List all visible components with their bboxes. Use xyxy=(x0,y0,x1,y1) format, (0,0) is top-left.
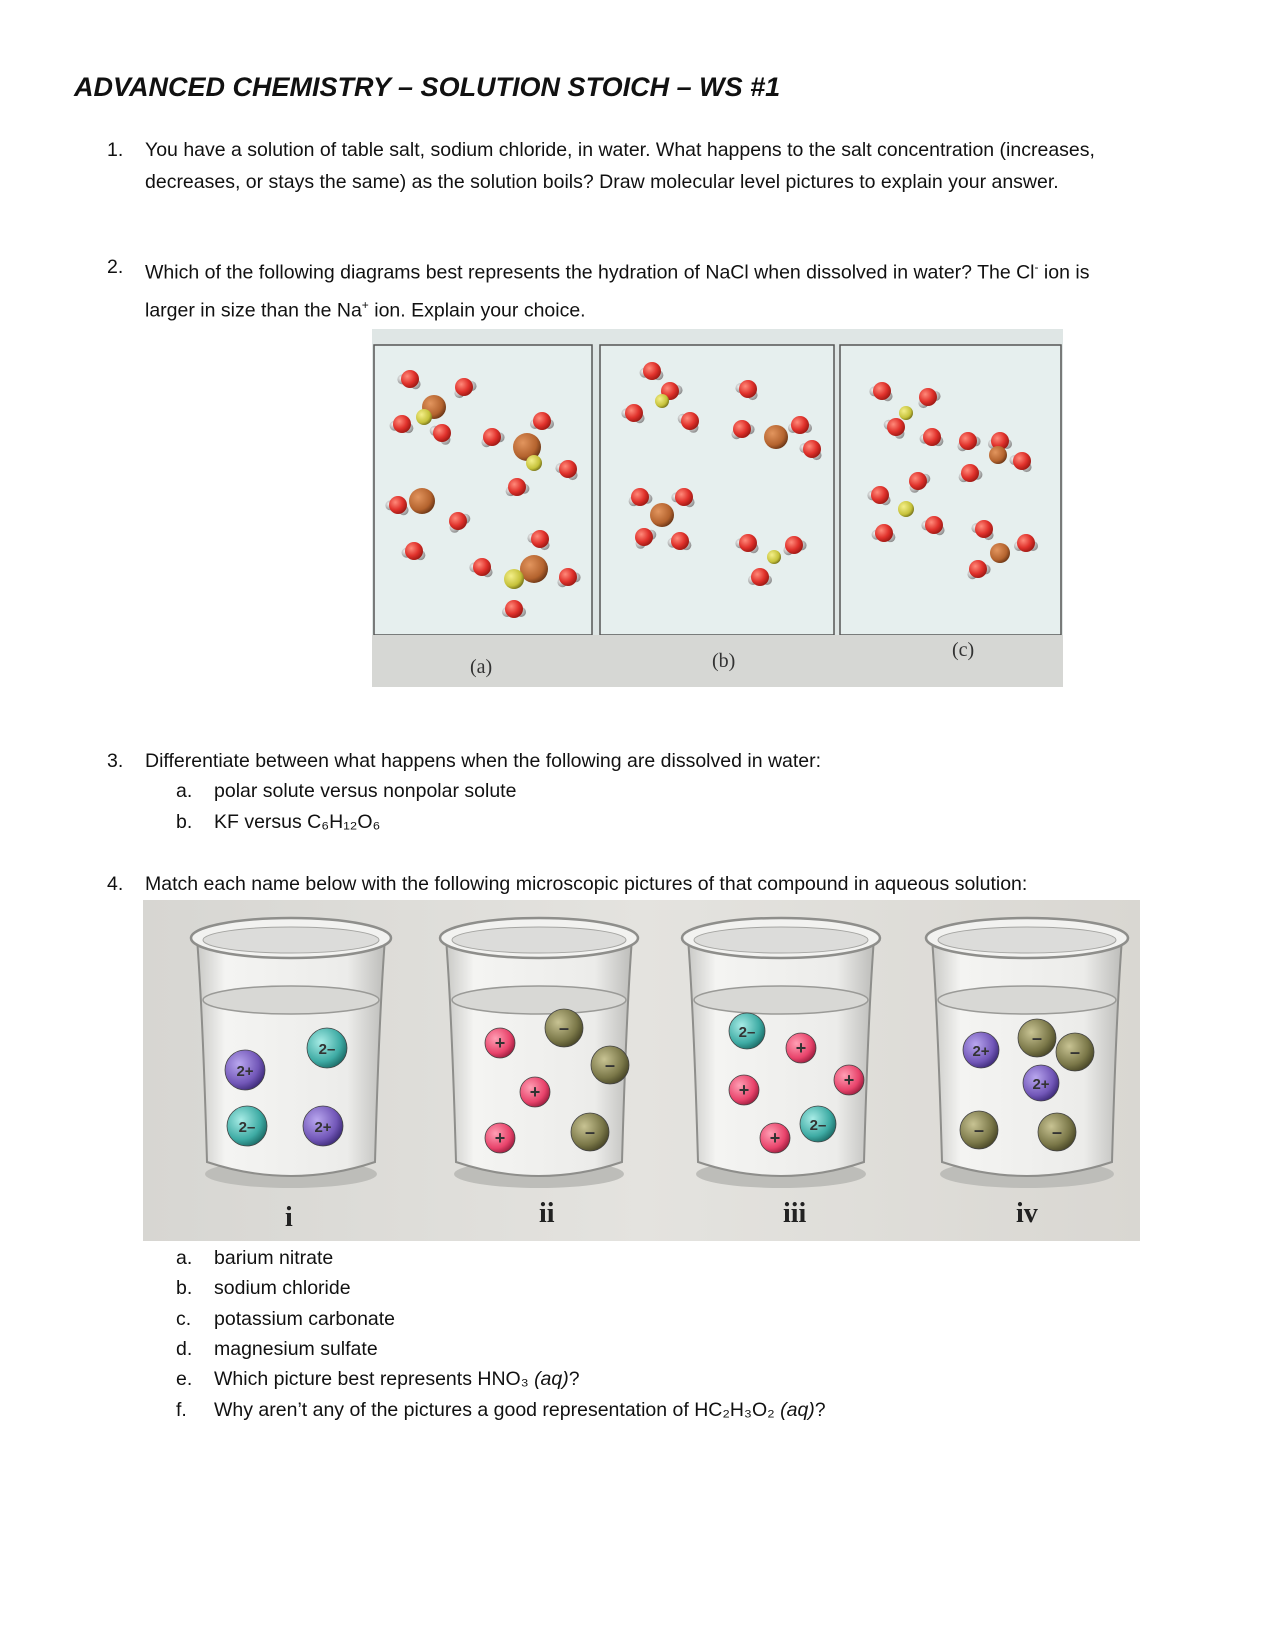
oxygen-atom xyxy=(643,362,661,380)
oxygen-atom xyxy=(875,524,893,542)
hydration-diagram-figure xyxy=(372,329,1063,687)
oxygen-atom xyxy=(389,496,407,514)
oxygen-atom xyxy=(739,380,757,398)
cation-2plus-label: 2+ xyxy=(972,1043,990,1060)
oxygen-atom xyxy=(969,560,987,578)
anion-2minus-label: 2– xyxy=(238,1119,256,1136)
beaker-label-iv: iv xyxy=(1016,1198,1038,1229)
beaker-label-ii: ii xyxy=(539,1198,555,1229)
oxygen-atom xyxy=(559,568,577,586)
oxygen-atom xyxy=(508,478,526,496)
chloride-ion xyxy=(520,555,548,583)
cation-plus-label: + xyxy=(494,1033,506,1053)
oxygen-atom xyxy=(1017,534,1035,552)
oxygen-atom xyxy=(533,412,551,430)
beaker-label-i: i xyxy=(285,1202,293,1233)
oxygen-atom xyxy=(961,464,979,482)
question-line: You have a solution of table salt, sodium chloride, in water. What happens to the salt concentration (increases, xyxy=(145,139,1095,161)
oxygen-atom xyxy=(751,568,769,586)
oxygen-atom xyxy=(635,528,653,546)
anion-minus-label: – xyxy=(973,1120,985,1140)
question-2 xyxy=(107,251,1207,321)
item-letter: e. xyxy=(176,1368,193,1390)
anion-minus-label: – xyxy=(604,1055,616,1075)
text-run: ion is xyxy=(1038,261,1090,284)
question-number: 3. xyxy=(107,750,124,772)
item-letter: b. xyxy=(176,1277,193,1299)
oxygen-atom xyxy=(871,486,889,504)
cation-plus-label: + xyxy=(529,1082,541,1102)
beaker-label-iii: iii xyxy=(783,1198,807,1229)
question-number: 4. xyxy=(107,873,124,895)
oxygen-atom xyxy=(505,600,523,618)
item-text: KF versus C₆H₁₂O₆ xyxy=(214,811,381,833)
cation-plus-label: + xyxy=(843,1070,855,1090)
oxygen-atom xyxy=(433,424,451,442)
anion-minus-label: – xyxy=(584,1122,596,1142)
oxygen-atom xyxy=(455,378,473,396)
oxygen-atom xyxy=(671,532,689,550)
question-line: decreases, or stays the same) as the solution boils? Draw molecular level pictures to explain your answer. xyxy=(145,171,1059,193)
question-3 xyxy=(107,745,1207,779)
cation-2plus-label: 2+ xyxy=(236,1063,254,1080)
text-run: ? xyxy=(814,1399,826,1421)
oxygen-atom xyxy=(625,404,643,422)
oxygen-atom xyxy=(473,558,491,576)
panel-label-a: (a) xyxy=(470,656,493,678)
chloride-ion xyxy=(764,425,788,449)
oxygen-atom xyxy=(559,460,577,478)
item-text: potassium carbonate xyxy=(214,1308,396,1330)
item-text: barium nitrate xyxy=(214,1247,334,1269)
text-run: Which of the following diagrams best represents the hydration of NaCl when dissolved in water? The Cl xyxy=(145,261,1035,284)
oxygen-atom xyxy=(923,428,941,446)
question-4 xyxy=(107,868,1207,902)
text-run: Which picture best represents HNO₃ xyxy=(214,1368,535,1390)
sodium-ion xyxy=(898,501,914,517)
oxygen-atom xyxy=(681,412,699,430)
anion-minus-label: – xyxy=(1069,1042,1081,1062)
anion-2minus-label: 2– xyxy=(318,1041,336,1058)
oxygen-atom xyxy=(531,530,549,548)
text-run: ion. Explain your choice. xyxy=(368,299,586,321)
question-number: 2. xyxy=(107,256,124,278)
question-line xyxy=(145,289,1089,327)
sodium-ion xyxy=(526,455,542,471)
beaker-opening xyxy=(203,927,379,953)
beaker-body xyxy=(197,938,385,1176)
oxygen-atom xyxy=(733,420,751,438)
superscript: + xyxy=(361,297,369,312)
anion-minus-label: – xyxy=(1051,1122,1063,1142)
item-letter: d. xyxy=(176,1338,193,1360)
panel-label-b: (b) xyxy=(712,650,736,672)
item-letter: c. xyxy=(176,1308,192,1330)
cation-plus-label: + xyxy=(494,1128,506,1148)
item-letter: a. xyxy=(176,780,193,802)
water-surface xyxy=(203,986,379,1014)
oxygen-atom xyxy=(401,370,419,388)
item-letter: a. xyxy=(176,1247,193,1269)
question-text xyxy=(145,134,1095,198)
oxygen-atom xyxy=(791,416,809,434)
text-run: ? xyxy=(568,1368,580,1390)
cation-plus-label: + xyxy=(795,1038,807,1058)
sodium-ion xyxy=(767,550,781,564)
beaker-diagram xyxy=(143,900,1140,1241)
oxygen-atom xyxy=(449,512,467,530)
question-text: Differentiate between what happens when the following are dissolved in water: xyxy=(145,750,822,772)
water-surface xyxy=(452,986,626,1014)
cation-plus-label: + xyxy=(769,1128,781,1148)
page-title: ADVANCED CHEMISTRY – SOLUTION STOICH – WS #1 xyxy=(74,72,781,102)
aqueous-label: (aq) xyxy=(534,1368,569,1390)
beaker-opening xyxy=(938,927,1116,953)
item-text xyxy=(214,1364,580,1395)
chloride-ion xyxy=(989,446,1007,464)
item-letter: b. xyxy=(176,811,193,833)
beaker-opening xyxy=(452,927,626,953)
oxygen-atom xyxy=(631,488,649,506)
oxygen-atom xyxy=(909,472,927,490)
oxygen-atom xyxy=(959,432,977,450)
cation-2plus-label: 2+ xyxy=(314,1119,332,1136)
item-text: magnesium sulfate xyxy=(214,1338,378,1360)
question-text: Match each name below with the following microscopic pictures of that compound in aqueous solution: xyxy=(145,873,1028,895)
item-text: sodium chloride xyxy=(214,1277,351,1299)
water-surface xyxy=(938,986,1116,1014)
water-surface xyxy=(694,986,868,1014)
oxygen-atom xyxy=(483,428,501,446)
question-number: 1. xyxy=(107,139,124,161)
aqueous-label: (aq) xyxy=(780,1399,815,1421)
sodium-ion xyxy=(655,394,669,408)
item-text: polar solute versus nonpolar solute xyxy=(214,780,517,802)
oxygen-atom xyxy=(675,488,693,506)
cation-2plus-label: 2+ xyxy=(1032,1076,1050,1093)
text-run: Why aren’t any of the pictures a good representation of HC₂H₃O₂ xyxy=(214,1399,781,1421)
text-run: larger in size than the Na xyxy=(145,299,362,321)
anion-2minus-label: 2– xyxy=(738,1024,756,1041)
oxygen-atom xyxy=(803,440,821,458)
question-line xyxy=(145,251,1089,289)
oxygen-atom xyxy=(785,536,803,554)
superscript: - xyxy=(1034,260,1039,274)
anion-minus-label: – xyxy=(558,1018,570,1038)
panel-a-box xyxy=(374,345,592,635)
chloride-ion xyxy=(990,543,1010,563)
hydration-diagram xyxy=(372,329,1063,687)
oxygen-atom xyxy=(873,382,891,400)
anion-2minus-label: 2– xyxy=(809,1117,827,1134)
sodium-ion xyxy=(504,569,524,589)
oxygen-atom xyxy=(1013,452,1031,470)
panel-label-c: (c) xyxy=(952,639,975,661)
question-text xyxy=(145,251,1089,326)
beaker-figure xyxy=(143,900,1140,1241)
chloride-ion xyxy=(650,503,674,527)
beaker-opening xyxy=(694,927,868,953)
oxygen-atom xyxy=(919,388,937,406)
oxygen-atom xyxy=(975,520,993,538)
oxygen-atom xyxy=(739,534,757,552)
sodium-ion xyxy=(899,406,913,420)
item-text xyxy=(214,1395,826,1426)
anion-minus-label: – xyxy=(1031,1028,1043,1048)
oxygen-atom xyxy=(925,516,943,534)
oxygen-atom xyxy=(887,418,905,436)
question-1 xyxy=(107,134,1207,204)
chloride-ion xyxy=(409,488,435,514)
sodium-ion xyxy=(416,409,432,425)
oxygen-atom xyxy=(393,415,411,433)
cation-plus-label: + xyxy=(738,1080,750,1100)
item-letter: f. xyxy=(176,1399,187,1421)
oxygen-atom xyxy=(405,542,423,560)
